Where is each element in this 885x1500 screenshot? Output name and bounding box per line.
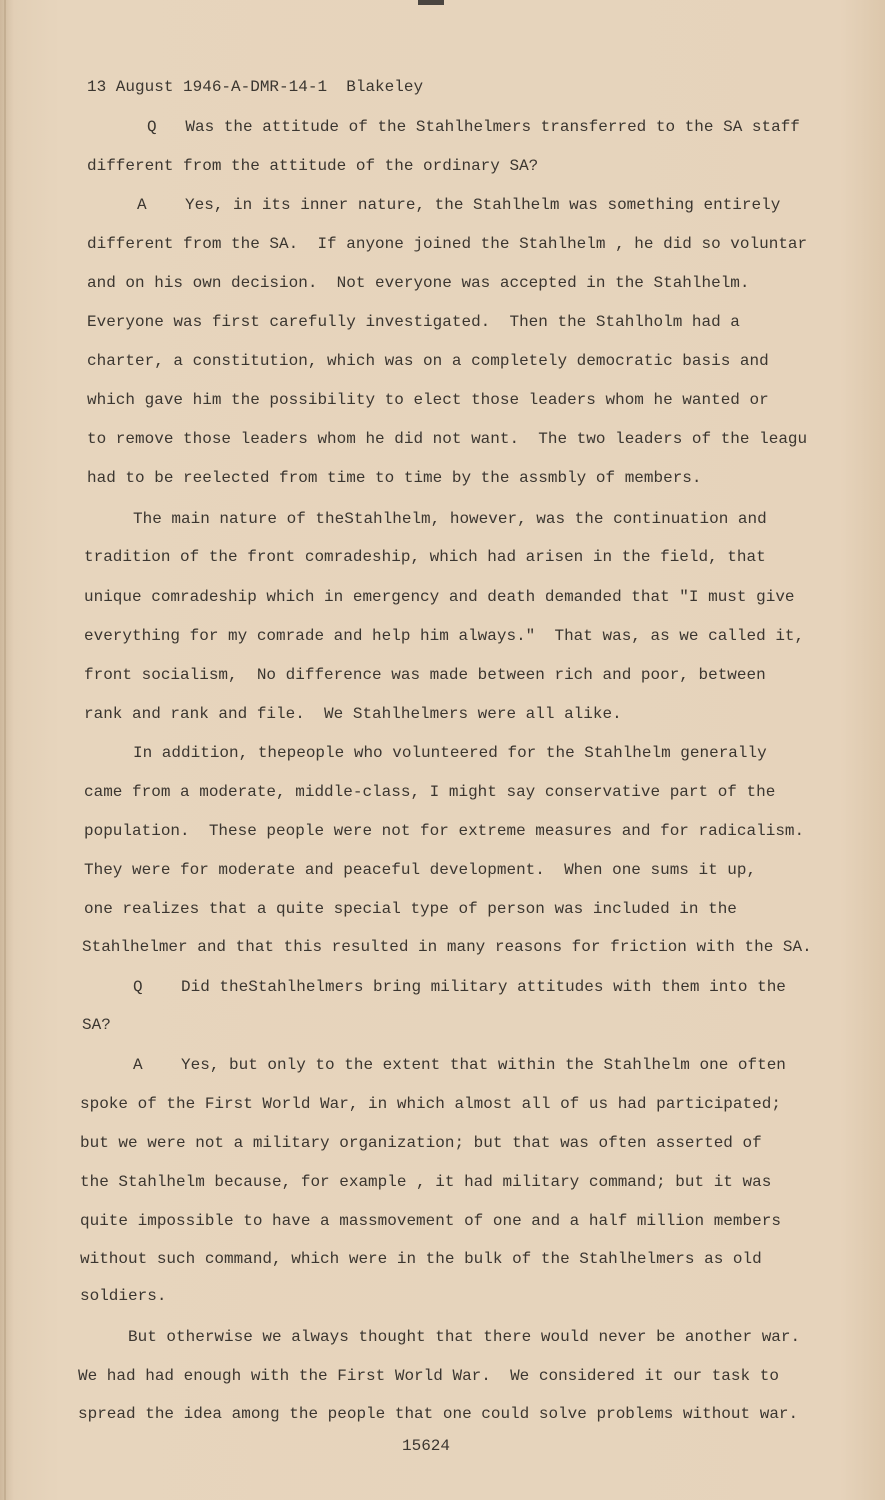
text-line: A Yes, but only to the extent that within the Stahlhelm one often xyxy=(133,1056,786,1074)
text-line: population. These people were not for extreme measures and for radicalism. xyxy=(84,822,805,840)
text-line: The main nature of theStahlhelm, however, was the continuation and xyxy=(133,510,767,528)
text-line: But otherwise we always thought that there would never be another war. xyxy=(128,1328,801,1346)
text-line: different from the attitude of the ordinary SA? xyxy=(87,157,539,175)
text-line: charter, a constitution, which was on a completely democratic basis and xyxy=(87,352,769,370)
text-line: Q Was the attitude of the Stahlhelmers transferred to the SA staff xyxy=(147,118,800,136)
text-line: different from the SA. If anyone joined the Stahlhelm , he did so voluntar xyxy=(87,235,808,253)
text-line: soldiers. xyxy=(80,1287,167,1305)
paper-edge xyxy=(4,0,6,1500)
text-line: unique comradeship which in emergency and death demanded that "I must give xyxy=(84,588,795,606)
text-line: A Yes, in its inner nature, the Stahlhelm was something entirely xyxy=(137,196,781,214)
text-line: SA? xyxy=(82,1016,111,1034)
text-line: but we were not a military organization; but that was often asserted of xyxy=(80,1134,762,1152)
text-line: spoke of the First World War, in which almost all of us had participated; xyxy=(80,1095,781,1113)
text-line: We had had enough with the First World War. We considered it our task to xyxy=(78,1367,779,1385)
text-line: had to be reelected from time to time by the assmbly of members. xyxy=(87,469,702,487)
binding-clip xyxy=(418,0,444,5)
text-line: to remove those leaders whom he did not want. The two leaders of the leagu xyxy=(87,430,808,448)
text-line: Everyone was first carefully investigated. Then the Stahlholm had a xyxy=(87,313,740,331)
text-line: one realizes that a quite special type of person was included in the xyxy=(84,900,737,918)
text-line: rank and rank and file. We Stahlhelmers were all alike. xyxy=(84,705,622,723)
page-number: 15624 xyxy=(402,1437,451,1455)
text-line: which gave him the possibility to elect those leaders whom he wanted or xyxy=(87,391,769,409)
text-line: front socialism, No difference was made between rich and poor, between xyxy=(84,666,766,684)
text-line: and on his own decision. Not everyone was accepted in the Stahlhelm. xyxy=(87,274,750,292)
text-line: They were for moderate and peaceful development. When one sums it up, xyxy=(84,861,757,879)
text-line: Stahlhelmer and that this resulted in many reasons for friction with the SA. xyxy=(82,938,812,956)
text-line: Q Did theStahlhelmers bring military attitudes with them into the xyxy=(133,978,786,996)
text-line: the Stahlhelm because, for example , it had military command; but it was xyxy=(80,1173,772,1191)
text-line: without such command, which were in the bulk of the Stahlhelmers as old xyxy=(80,1250,762,1268)
text-line: tradition of the front comradeship, which had arisen in the field, that xyxy=(84,548,766,566)
text-line: quite impossible to have a massmovement of one and a half million members xyxy=(80,1212,781,1230)
document-header: 13 August 1946-A-DMR-14-1 Blakeley xyxy=(87,78,424,96)
text-line: In addition, thepeople who volunteered for the Stahlhelm generally xyxy=(133,744,767,762)
text-line: spread the idea among the people that one could solve problems without war. xyxy=(78,1405,799,1423)
text-line: everything for my comrade and help him always." That was, as we called it, xyxy=(84,627,805,645)
text-line: came from a moderate, middle-class, I might say conservative part of the xyxy=(84,783,776,801)
